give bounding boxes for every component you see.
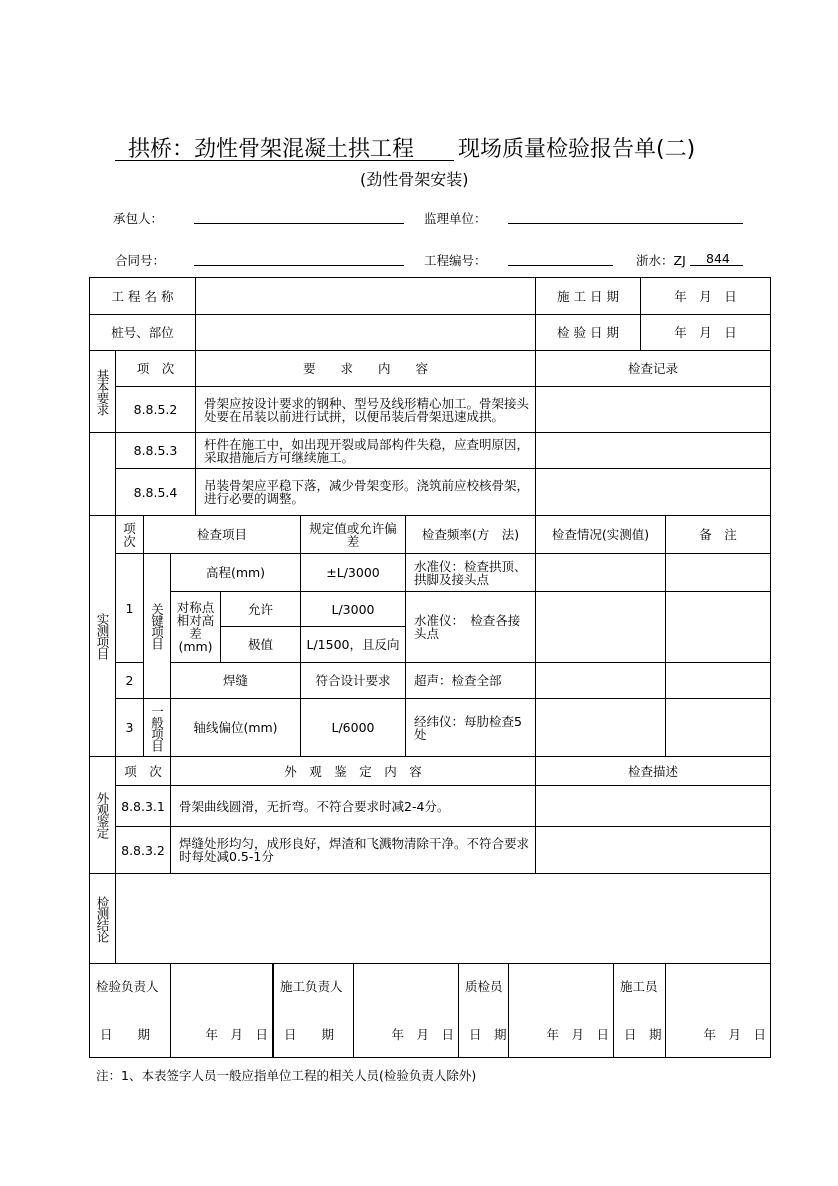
contract-no-label: 合同号： (115, 253, 166, 268)
allow-label: 允许 (220, 591, 301, 627)
footnote: 注：1、本表签字人员一般应指单位工程的相关人员(检验负责人除外) (96, 1068, 477, 1083)
form-no: 844 (706, 251, 730, 266)
axis-label: 轴线偏位(mm) (170, 698, 301, 757)
inspection-date-label: 检 验 日 期 (535, 314, 641, 351)
basic-row-record[interactable] (535, 432, 771, 469)
appearance-row-text: 骨架曲线圆滑，无折弯。不符合要求时减2-4分。 (170, 785, 536, 827)
general-items-label: 一般项目 (143, 698, 171, 757)
signature-role-cell (613, 963, 666, 1058)
weld-spec: 符合设计要求 (300, 662, 406, 699)
signature-date-label: 日 期 (624, 1027, 662, 1042)
conclusion-field[interactable] (115, 873, 771, 964)
construction-date-label: 施 工 日 期 (535, 277, 641, 315)
signature-role-label: 施工负责人 (280, 979, 343, 994)
measured-col-result: 检查情况(实测值) (535, 515, 666, 554)
appearance-col-content: 外 观 鉴 定 内 容 (170, 756, 536, 786)
construction-date-field[interactable]: 年 月 日 (640, 277, 771, 315)
elevation-note[interactable] (665, 553, 771, 592)
supervisor-label: 监理单位： (424, 211, 487, 226)
measured-item-2: 2 (115, 662, 144, 699)
signature-role-cell (458, 963, 509, 1058)
basic-row-code: 8.8.5.4 (115, 468, 196, 516)
symmetric-diff-label: 对称点相对高差(mm) (170, 591, 221, 663)
appearance-row-desc[interactable] (535, 785, 771, 827)
signature-role-cell (89, 963, 171, 1058)
signature-date-value: 年 月 日 (205, 1027, 268, 1042)
signature-role-label: 施工员 (620, 979, 658, 994)
measured-col-spec: 规定值或允许偏差 (300, 515, 406, 554)
symmetric-freq: 水准仪： 检查各接头点 (405, 591, 536, 663)
elevation-label: 高程(mm) (170, 553, 301, 592)
measured-section-label: 实测项目 (89, 515, 116, 757)
basic-col-record: 检查记录 (535, 350, 771, 387)
allow-spec: L/3000 (300, 591, 406, 627)
elevation-spec: ±L/3000 (300, 553, 406, 592)
basic-col-item: 项 次 (115, 350, 196, 387)
appearance-section-label: 外观鉴定 (89, 756, 116, 874)
basic-section-label: 基本要求 (89, 350, 116, 433)
signature-role-cell (273, 963, 354, 1058)
title-underlined: 拱桥：劲性骨架混凝土拱工程 (128, 137, 415, 162)
project-name-field[interactable] (195, 277, 536, 315)
axis-spec: L/6000 (300, 698, 406, 757)
project-no-field[interactable] (508, 265, 613, 266)
title-rest: 现场质量检验报告单(二) (458, 137, 696, 162)
measured-item-3: 3 (115, 698, 144, 757)
signature-role-label: 检验负责人 (96, 979, 159, 994)
limit-spec: L/1500，且反向 (300, 626, 406, 663)
appearance-col-item: 项 次 (115, 756, 171, 786)
appearance-col-desc: 检查描述 (535, 756, 771, 786)
subtitle: (劲性骨架安装) (360, 170, 469, 189)
basic-row-record[interactable] (535, 386, 771, 433)
limit-label: 极值 (220, 626, 301, 663)
basic-section-blank (89, 432, 116, 516)
station-label: 桩号、部位 (89, 314, 196, 351)
title-underline (115, 160, 454, 161)
basic-row-text: 杆件在施工中，如出现开裂或局部构件失稳，应查明原因，采取措施后方可继续施工。 (195, 432, 536, 469)
signature-field[interactable] (170, 963, 273, 1058)
signature-date-value: 年 月 日 (391, 1027, 454, 1042)
weld-freq: 超声：检查全部 (405, 662, 536, 699)
basic-row-record[interactable] (535, 468, 771, 516)
appearance-row-text: 焊缝处形均匀，成形良好，焊渣和飞溅物清除干净。不符合要求时每处减0.5-1分 (170, 826, 536, 874)
form-no-label: 浙水：ZJ (636, 253, 686, 268)
weld-note[interactable] (665, 662, 771, 699)
signature-field[interactable] (508, 963, 614, 1058)
signature-date-label: 日 期 (469, 1027, 507, 1042)
axis-freq: 经纬仪：每肋检查5处 (405, 698, 536, 757)
signature-field[interactable] (353, 963, 459, 1058)
elevation-freq: 水准仪：检查拱顶、拱脚及接头点 (405, 553, 536, 592)
signature-role-label: 质检员 (465, 979, 503, 994)
contractor-field[interactable] (194, 223, 404, 224)
basic-row-code: 8.8.5.3 (115, 432, 196, 469)
weld-result[interactable] (535, 662, 666, 699)
inspection-date-field[interactable]: 年 月 日 (640, 314, 771, 351)
signature-field[interactable] (665, 963, 771, 1058)
signature-date-label: 日 期 (100, 1027, 151, 1042)
key-items-label: 关键项目 (143, 553, 171, 699)
project-no-label: 工程编号： (424, 253, 487, 268)
appearance-row-desc[interactable] (535, 826, 771, 874)
symmetric-note[interactable] (665, 591, 771, 663)
signature-date-label: 日 期 (284, 1027, 335, 1042)
measured-col-note: 备 注 (665, 515, 771, 554)
appearance-row-code: 8.8.3.2 (115, 826, 171, 874)
contractor-label: 承包人： (113, 211, 164, 226)
signature-date-value: 年 月 日 (546, 1027, 609, 1042)
conclusion-section-label: 检测结论 (89, 873, 116, 964)
contract-no-field[interactable] (194, 265, 404, 266)
basic-row-code: 8.8.5.2 (115, 386, 196, 433)
symmetric-result[interactable] (535, 591, 666, 663)
measured-item-1: 1 (115, 553, 144, 663)
form-no-underline (690, 265, 743, 266)
axis-note[interactable] (665, 698, 771, 757)
basic-row-text: 骨架应按设计要求的钢种、型号及线形精心加工。骨架接头处要在吊装以前进行试拼，以便吊装后骨架迅速成拱。 (195, 386, 536, 433)
appearance-row-code: 8.8.3.1 (115, 785, 171, 827)
measured-col-freq: 检查频率(方 法) (405, 515, 536, 554)
weld-label: 焊缝 (170, 662, 301, 699)
project-name-label: 工 程 名 称 (89, 277, 196, 315)
supervisor-field[interactable] (508, 223, 743, 224)
basic-col-content: 要 求 内 容 (195, 350, 536, 387)
station-field[interactable] (195, 314, 536, 351)
elevation-result[interactable] (535, 553, 666, 592)
basic-row-text: 吊装骨架应平稳下落，减少骨架变形。浇筑前应校核骨架，进行必要的调整。 (195, 468, 536, 516)
measured-col-item: 项次 (115, 515, 144, 554)
signature-date-value: 年 月 日 (703, 1027, 766, 1042)
axis-result[interactable] (535, 698, 666, 757)
measured-col-check: 检查项目 (143, 515, 301, 554)
